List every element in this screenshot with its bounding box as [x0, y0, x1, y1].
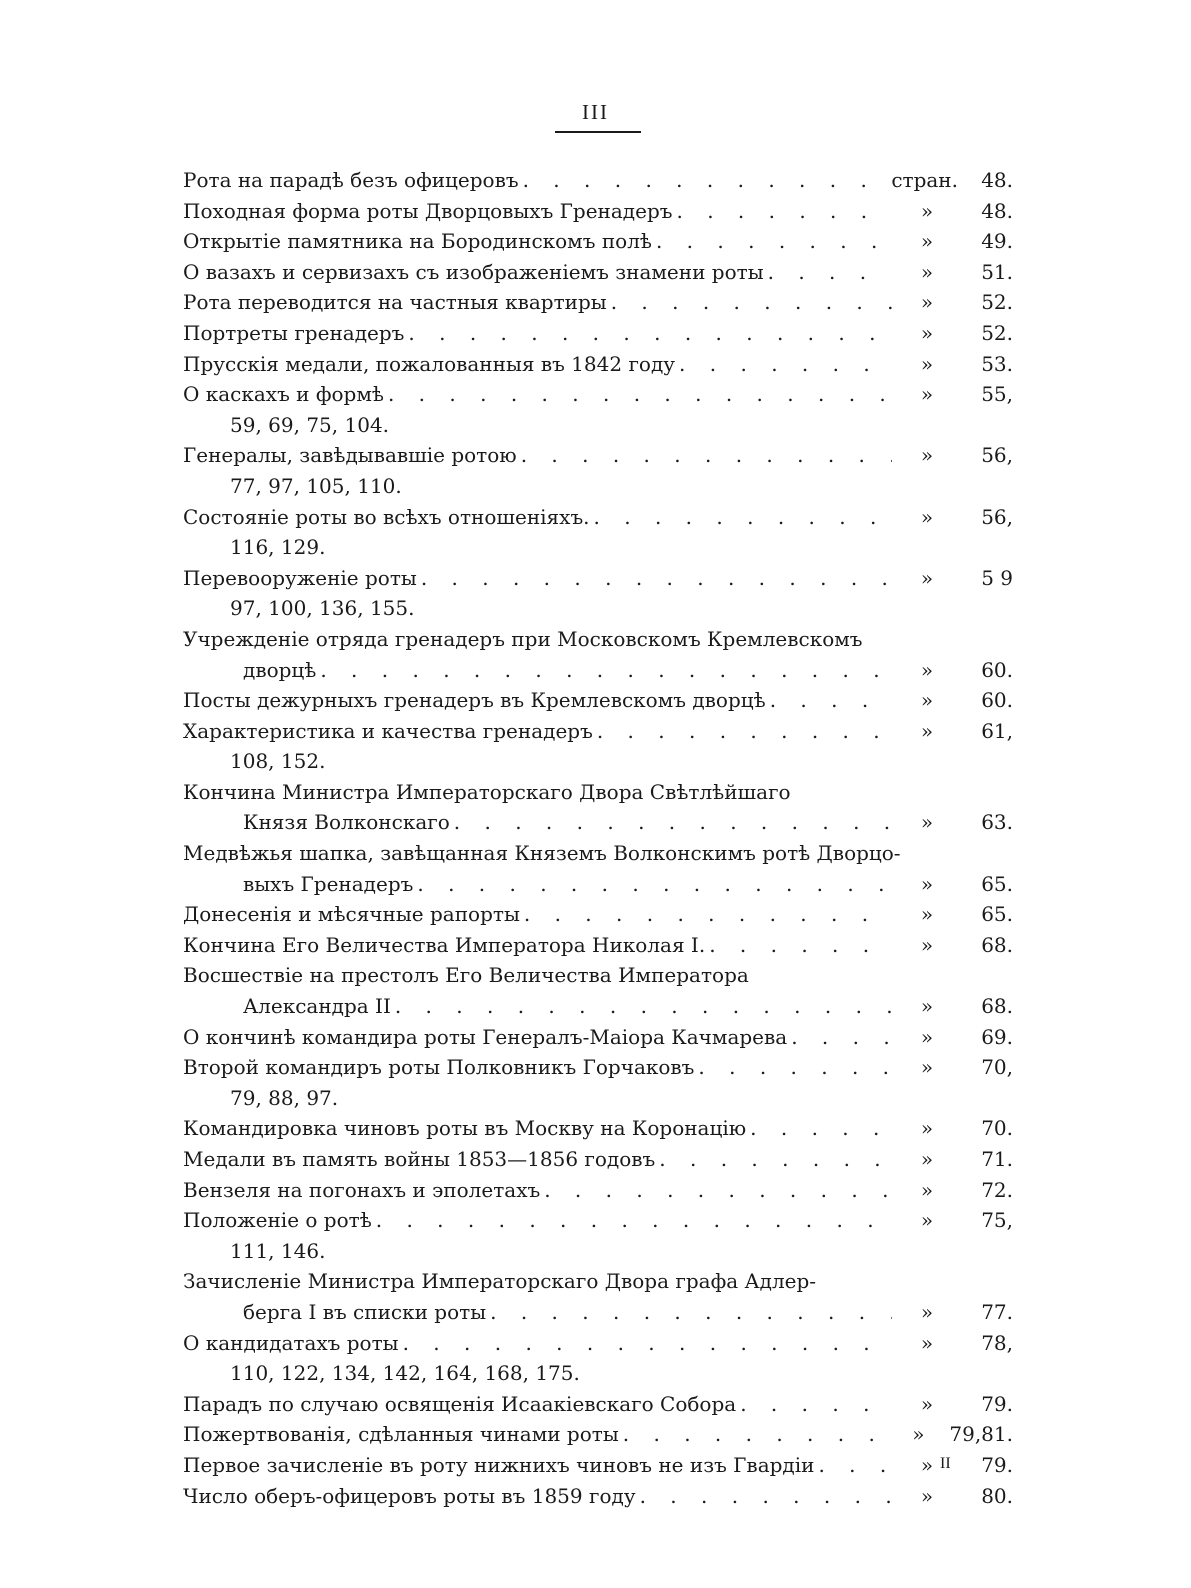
toc-entry-page: 51.	[981, 259, 1013, 284]
toc-entry	[183, 685, 1013, 716]
toc-entry	[183, 563, 1013, 594]
toc-entry-continuation: 97, 100, 136, 155.	[230, 596, 415, 621]
toc-entry-page: 80.	[981, 1483, 1013, 1508]
toc-entry-title: Первое зачисленіе въ роту нижнихъ чиновъ не изъ Гвардіи	[183, 1452, 815, 1477]
toc-entry-continuation-line	[183, 471, 1013, 502]
dot-leader	[791, 1022, 892, 1053]
toc-entry-page: 63.	[981, 810, 1013, 835]
toc-entry-page: 65.	[981, 902, 1013, 927]
dot-leader	[417, 869, 892, 900]
toc-entry-marker: »	[920, 810, 934, 835]
toc-entry-continuation-line	[183, 532, 1013, 563]
toc-entry-marker: »	[920, 871, 934, 896]
toc-entry-marker: »	[920, 320, 934, 345]
toc-entry	[183, 196, 1013, 227]
toc-entry-marker: »	[920, 1055, 934, 1080]
toc-entry-marker: стран.	[891, 168, 958, 192]
toc-entry	[183, 807, 1013, 838]
toc-entry-title: Вензеля на погонахъ и эполетахъ	[183, 1177, 541, 1202]
toc-entry-title: Открытіе памятника на Бородинскомъ полѣ	[183, 229, 652, 254]
dot-leader	[818, 1450, 892, 1481]
toc-entry-marker: »	[920, 1116, 934, 1141]
header-rule	[555, 131, 641, 133]
toc-entry-title: Парадъ по случаю освященія Исаакіевскаго Собора	[183, 1391, 737, 1416]
toc-entry-title: Донесенія и мѣсячные рапорты	[183, 902, 520, 927]
toc-entry-page: 72.	[981, 1177, 1013, 1202]
toc-entry	[183, 318, 1013, 349]
toc-entry-marker: »	[920, 1452, 934, 1477]
toc-entry-continuation-line	[183, 746, 1013, 777]
toc-entry-marker: »	[920, 1330, 934, 1355]
page-number: III	[582, 100, 609, 124]
toc-entry-title: Походная форма роты Дворцовыхъ Гренадеръ	[183, 198, 673, 223]
toc-entry-page: 79,81.	[949, 1422, 1013, 1447]
toc-entry-title-first: Восшествіе на престолъ Его Величества Императора	[183, 963, 749, 988]
toc-entry-page: 56,	[981, 504, 1013, 529]
toc-entry-page: 79.	[981, 1452, 1013, 1477]
toc-entry-page: 68.	[981, 932, 1013, 957]
dot-leader	[740, 1389, 892, 1420]
toc-entry-page: 52.	[981, 320, 1013, 345]
toc-entry-title-line	[183, 960, 1013, 991]
toc-entry-continuation-line	[183, 1083, 1013, 1114]
toc-entry	[183, 440, 1013, 471]
toc-entry-title: Перевооруженіе роты	[183, 565, 417, 590]
toc-entry-marker: »	[920, 504, 934, 529]
toc-entry-page: 75,	[981, 1208, 1013, 1233]
toc-entry	[183, 165, 1013, 196]
toc-entry-continuation-line	[183, 1358, 1013, 1389]
dot-leader	[656, 226, 892, 257]
dot-leader	[403, 1328, 892, 1359]
toc-entry-title: Состояніе роты во всѣхъ отношеніяхъ.	[183, 504, 590, 529]
toc-entry-page: 48.	[981, 198, 1013, 223]
toc-entry-marker: »	[920, 1299, 934, 1324]
toc-entry	[183, 502, 1013, 533]
dot-leader	[698, 1052, 892, 1083]
toc-entry-title: Второй командиръ роты Полковникъ Горчаковъ	[183, 1055, 695, 1080]
toc-entry-marker: »	[920, 443, 934, 468]
toc-entry	[183, 991, 1013, 1022]
toc-entry	[183, 1450, 1013, 1481]
dot-leader	[594, 502, 892, 533]
toc-entry-title-line	[183, 624, 1013, 655]
toc-entry-page: 70.	[981, 1116, 1013, 1141]
toc-entry	[183, 1144, 1013, 1175]
toc-entry-title: Прусскія медали, пожалованныя въ 1842 году	[183, 351, 676, 376]
toc-entry	[183, 379, 1013, 410]
toc-entry	[183, 1481, 1013, 1512]
dot-leader	[490, 1297, 892, 1328]
dot-leader	[709, 930, 892, 961]
toc-entry-title: О кончинѣ командира роты Генералъ-Маіора Качмарева	[183, 1024, 788, 1049]
dot-leader	[770, 685, 892, 716]
toc-entry-page: 48.	[981, 168, 1013, 192]
toc-entry-marker: »	[920, 198, 934, 223]
toc-entry-page: 71.	[981, 1147, 1013, 1171]
toc-entry-page: 70,	[981, 1055, 1013, 1080]
toc-entry-marker: »	[920, 229, 934, 254]
toc-entry-title: Характеристика и качества гренадеръ	[183, 718, 593, 743]
toc-entry	[183, 899, 1013, 930]
toc-entry-page: 79.	[981, 1391, 1013, 1416]
toc-entry	[183, 257, 1013, 288]
dot-leader	[676, 196, 892, 227]
toc-entry-title-first: Зачисленіе Министра Императорскаго Двора графа Адлер-	[183, 1269, 817, 1294]
toc-entry	[183, 1205, 1013, 1236]
dot-leader	[524, 899, 892, 930]
toc-entry-continuation: 108, 152.	[230, 749, 326, 774]
toc-entry-continuation: 59, 69, 75, 104.	[230, 412, 390, 437]
toc-entry	[183, 349, 1013, 380]
toc-entry-title: О кандидатахъ роты	[183, 1330, 399, 1355]
toc-entry-marker: »	[920, 1208, 934, 1233]
toc-entry	[183, 655, 1013, 686]
toc-entry-marker: »	[920, 1391, 934, 1416]
dot-leader	[454, 807, 892, 838]
toc-entry-marker: »	[920, 657, 934, 682]
toc-entry	[183, 287, 1013, 318]
toc-entry	[183, 1175, 1013, 1206]
toc-entry	[183, 1419, 1013, 1450]
dot-leader	[521, 440, 892, 471]
toc-entry-title: берга I въ списки роты	[243, 1299, 487, 1324]
toc-entry-title-line	[183, 838, 1013, 869]
toc-entry-page: 60.	[981, 657, 1013, 682]
dot-leader	[659, 1144, 892, 1175]
toc-entry-continuation: 77, 97, 105, 110.	[230, 473, 402, 498]
dot-leader	[320, 655, 892, 686]
toc-entry-title: О вазахъ и сервизахъ съ изображеніемъ знамени роты	[183, 259, 764, 284]
dot-leader	[408, 318, 892, 349]
toc-entry-page: 5 9	[981, 565, 1013, 590]
toc-entry-page: 52.	[981, 290, 1013, 315]
toc-entry-marker: »	[920, 718, 934, 743]
toc-entry-title: Пожертвованія, сдѣланныя чинами роты	[183, 1422, 619, 1447]
toc-entry-marker: »	[920, 688, 934, 713]
toc-entry-title-first: Кончина Министра Императорскаго Двора Свѣтлѣйшаго	[183, 779, 791, 804]
dot-leader	[640, 1481, 892, 1512]
toc-entry-title-first: Медвѣжья шапка, завѣщанная Княземъ Волконскимъ ротѣ Дворцо-	[183, 841, 901, 866]
toc-entry-page: 78,	[981, 1330, 1013, 1355]
toc-entry-title: выхъ Гренадеръ	[243, 871, 414, 896]
table-of-contents	[183, 165, 1013, 1511]
toc-entry-marker: »	[920, 382, 934, 407]
toc-entry-marker: »	[920, 1177, 934, 1202]
toc-entry-title: Медали въ память войны 1853—1856 годовъ	[183, 1147, 656, 1171]
toc-entry-title-first: Учрежденіе отряда гренадеръ при Московскомъ Кремлевскомъ	[183, 626, 863, 651]
dot-leader	[376, 1205, 892, 1236]
toc-entry	[183, 1389, 1013, 1420]
toc-entry-continuation-line	[183, 410, 1013, 441]
toc-entry	[183, 930, 1013, 961]
toc-entry-title: Рота переводится на частныя квартиры	[183, 290, 607, 315]
dot-leader	[388, 379, 892, 410]
toc-entry	[183, 869, 1013, 900]
toc-entry-page: 53.	[981, 351, 1013, 376]
toc-entry-title: О каскахъ и формѣ	[183, 382, 384, 407]
toc-entry-continuation: 110, 122, 134, 142, 164, 168, 175.	[230, 1361, 580, 1386]
toc-entry-page: 77.	[981, 1299, 1013, 1324]
toc-entry-continuation-line	[183, 1236, 1013, 1267]
toc-entry-continuation: 111, 146.	[230, 1238, 326, 1263]
toc-entry	[183, 226, 1013, 257]
toc-entry-page: 68.	[981, 994, 1013, 1019]
toc-entry-continuation-line	[183, 593, 1013, 624]
toc-entry-marker: »	[912, 1422, 925, 1447]
toc-entry-title: Положеніе о ротѣ	[183, 1208, 372, 1233]
toc-entry-marker: »	[920, 1147, 934, 1171]
dot-leader	[611, 287, 892, 318]
toc-entry-page: 56,	[981, 443, 1013, 468]
dot-leader	[395, 991, 892, 1022]
toc-entry-marker: »	[920, 902, 934, 927]
toc-entry-marker: »	[920, 259, 934, 284]
toc-entry-page: 61,	[981, 718, 1013, 743]
toc-entry-title: дворцѣ	[243, 657, 317, 682]
toc-entry-title: Число оберъ-офицеровъ роты въ 1859 году	[183, 1483, 636, 1508]
dot-leader	[421, 563, 892, 594]
dot-leader	[544, 1175, 892, 1206]
toc-entry-title: Посты дежурныхъ гренадеръ въ Кремлевскомъ дворцѣ	[183, 688, 766, 713]
toc-entry-title-line	[183, 777, 1013, 808]
toc-entry-marker: »	[920, 1024, 934, 1049]
toc-entry-page: 65.	[981, 871, 1013, 896]
toc-entry-title: Рота на парадѣ безъ офицеровъ	[183, 168, 519, 192]
toc-entry-page: 49.	[981, 229, 1013, 254]
toc-entry-continuation: 79, 88, 97.	[230, 1085, 339, 1110]
toc-entry-page: 55,	[981, 382, 1013, 407]
toc-entry-marker: »	[920, 1483, 934, 1508]
toc-entry	[183, 1297, 1013, 1328]
dot-leader	[768, 257, 892, 288]
toc-entry-title-line	[183, 1266, 1013, 1297]
signature-mark: II	[940, 1455, 951, 1472]
toc-entry	[183, 1328, 1013, 1359]
toc-entry-marker: »	[920, 994, 934, 1019]
toc-entry-marker: »	[920, 290, 934, 315]
toc-entry-page: 60.	[981, 688, 1013, 713]
toc-entry-title: Генералы, завѣдывавшіе ротою	[183, 443, 517, 468]
toc-entry	[183, 1113, 1013, 1144]
toc-entry-marker: »	[920, 565, 934, 590]
toc-entry-title: Князя Волконскаго	[243, 810, 450, 835]
toc-entry-title: Командировка чиновъ роты въ Москву на Коронацію	[183, 1116, 747, 1141]
toc-entry	[183, 1052, 1013, 1083]
toc-entry-marker: »	[920, 351, 934, 376]
dot-leader	[597, 716, 892, 747]
toc-entry	[183, 1022, 1013, 1053]
dot-leader	[679, 349, 892, 380]
toc-entry	[183, 716, 1013, 747]
toc-entry-page: 69.	[981, 1024, 1013, 1049]
toc-entry-title: Александра II	[243, 994, 391, 1019]
toc-entry-title: Портреты гренадеръ	[183, 320, 405, 345]
toc-entry-marker: »	[920, 932, 934, 957]
dot-leader	[750, 1113, 892, 1144]
toc-entry-title: Кончина Его Величества Императора Николая I.	[183, 932, 706, 957]
dot-leader	[523, 165, 888, 196]
dot-leader	[623, 1419, 884, 1450]
toc-entry-continuation: 116, 129.	[230, 535, 326, 560]
